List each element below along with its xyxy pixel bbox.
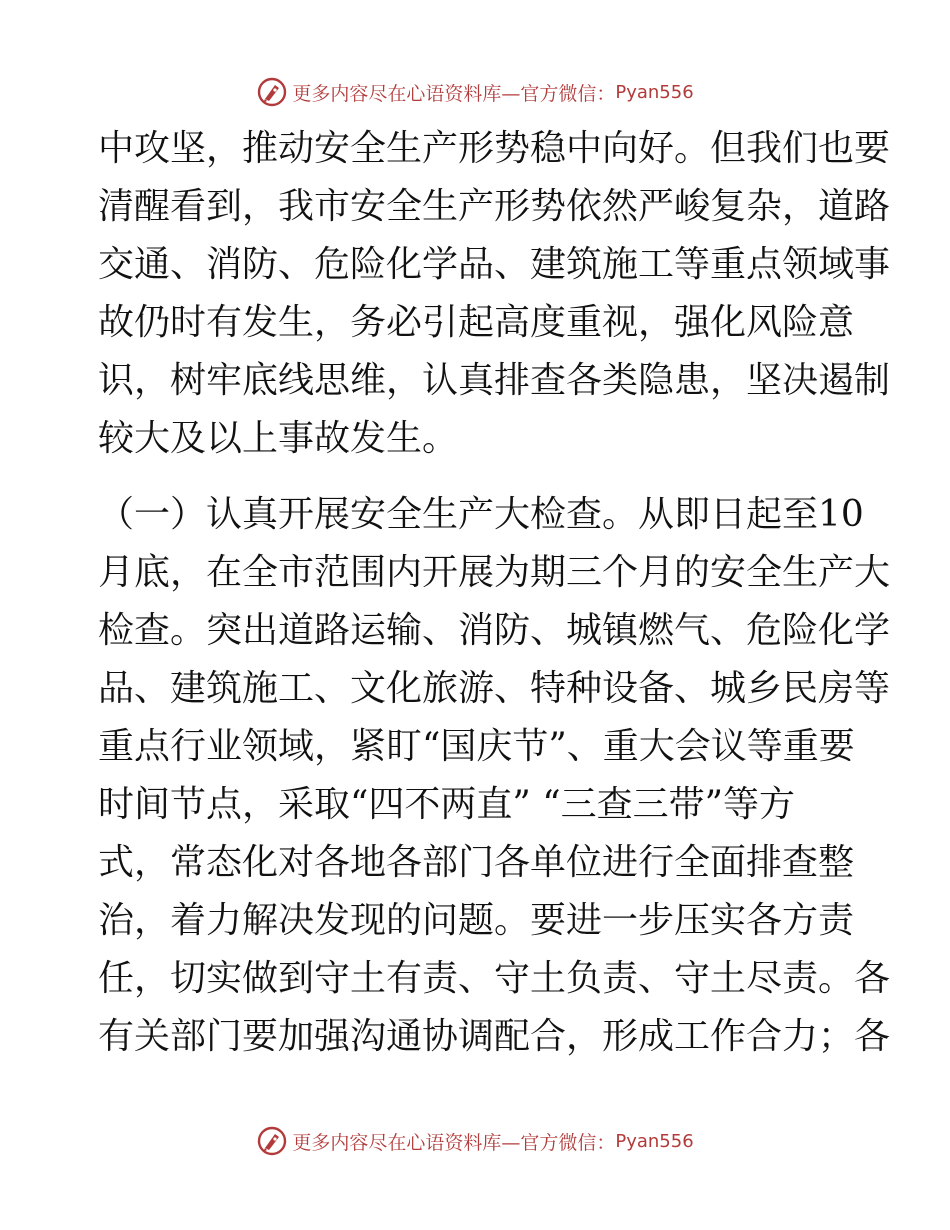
text-line: 检查。突出道路运输、消防、城镇燃气、危险化学: [98, 610, 891, 651]
text-line: 重点行业领域，紧盯“国庆节”、重大会议等重要: [98, 726, 855, 767]
paragraph-1: [98, 120, 891, 468]
text-line: 有关部门要加强沟通协调配合，形成工作合力；各: [98, 1016, 891, 1057]
paragraph-2: [98, 486, 891, 1066]
text-line: 清醒看到，我市安全生产形势依然严峻复杂，道路: [98, 186, 891, 227]
text-line: 故仍时有发生，务必引起高度重视，强化风险意: [98, 302, 855, 343]
text-line: 治，着力解决发现的问题。要进一步压实各方责: [98, 900, 855, 941]
header-banner: [0, 72, 950, 112]
text-line: 识，树牢底线思维，认真排查各类隐患，坚决遏制: [98, 360, 891, 401]
pen-nib-logo-icon: [256, 76, 288, 108]
text-line: 式，常态化对各地各部门各单位进行全面排查整: [98, 842, 855, 883]
text-line: 较大及以上事故发生。: [98, 418, 459, 459]
banner-text: 更多内容尽在心语资料库—: [292, 1131, 521, 1154]
text-line: 时间节点，采取“四不两直” “三查三带”等方: [98, 784, 796, 825]
footer-banner: [0, 1121, 950, 1161]
text-line: 品、建筑施工、文化旅游、特种设备、城乡民房等: [98, 668, 891, 709]
text-line: 任，切实做到守土有责、守土负责、守土尽责。各: [98, 958, 891, 999]
text-line: 交通、消防、危险化学品、建筑施工等重点领域事: [98, 244, 891, 285]
text-line: 月底，在全市范围内开展为期三个月的安全生产大: [98, 552, 891, 593]
text-line: （一）认真开展安全生产大检查。从即日起至10: [98, 494, 864, 535]
banner-text: 更多内容尽在心语资料库—: [292, 82, 521, 105]
banner-wechat-label: 官方微信：: [520, 1131, 616, 1154]
banner-wechat-id: Pyan556: [615, 1130, 694, 1152]
pen-nib-logo-icon: [256, 1125, 288, 1157]
text-line: 中攻坚，推动安全生产形势稳中向好。但我们也要: [98, 128, 891, 169]
banner-wechat-label: 官方微信：: [520, 82, 616, 105]
document-body: [98, 120, 891, 1066]
banner-wechat-id: Pyan556: [615, 81, 694, 103]
